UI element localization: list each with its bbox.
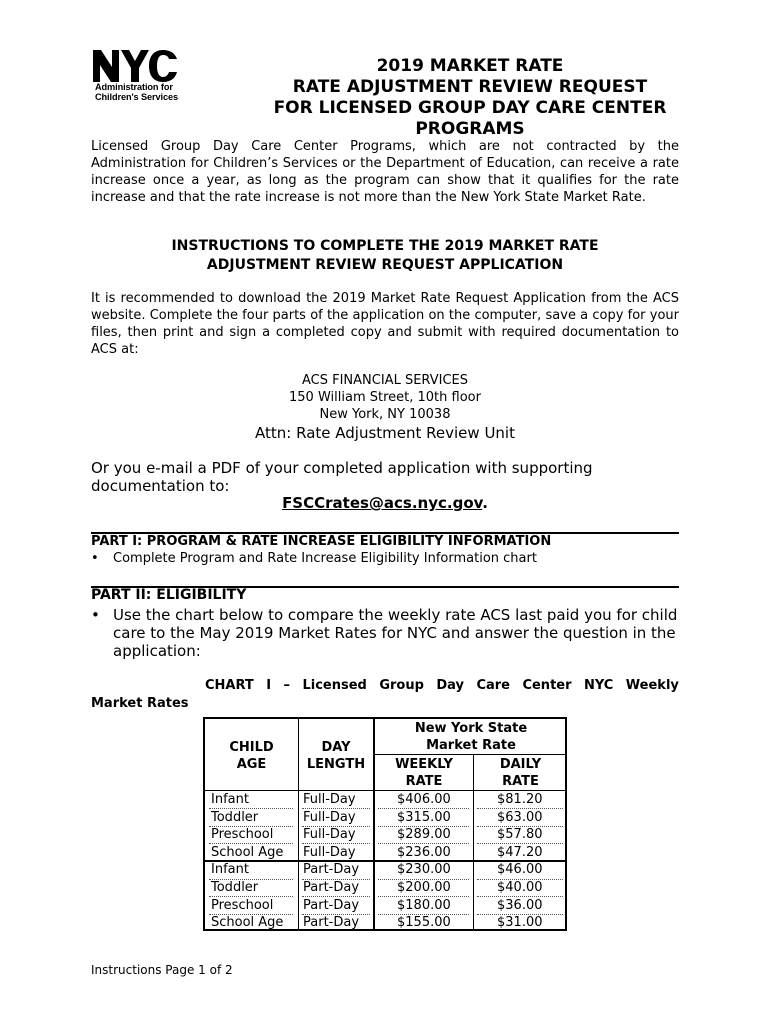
part2-heading: PART II: ELIGIBILITY [91,587,247,603]
cell-day-length: Part-Day [303,880,360,895]
cell-weekly-rate: $236.00 [397,844,451,860]
bullet-text: Complete Program and Rate Increase Eligibility Information chart [113,551,537,566]
cell-child-age: Infant [211,862,249,878]
chart-title-line2: Market Rates [91,696,189,711]
cell-day-length: Part-Day [303,897,360,913]
address-line: 150 William Street, 10th floor [289,390,481,405]
cell-weekly-rate: $180.00 [397,897,451,913]
title-line: 2019 MARKET RATE [376,56,564,76]
chart-title-word: I [266,678,272,693]
cell-weekly-rate: $315.00 [397,809,451,825]
bullet-text: Use the chart below to compare the weekly rate ACS last paid you for child care to the May 2019 Market Rates for NYC and answer the question in the application: [113,606,678,660]
cell-child-age: Toddler [211,880,259,895]
cell-daily-rate: $31.00 [497,915,543,931]
cell-weekly-rate: $406.00 [397,792,451,807]
cell-child-age: School Age [211,915,284,931]
market-rates-table [203,717,567,931]
chart-title-word: Weekly [625,678,679,693]
cell-child-age: Infant [211,792,249,807]
cell-child-age: Toddler [211,809,259,825]
cell-daily-rate: $46.00 [497,862,543,878]
email-line [91,494,679,512]
address-line: ACS FINANCIAL SERVICES [301,373,469,388]
cell-weekly-rate: $200.00 [397,880,451,895]
nyc-logo-mark [93,50,177,84]
chart-title-line1 [91,677,679,695]
title-line: FOR LICENSED GROUP DAY CARE CENTER [273,98,667,118]
page-footer: Instructions Page 1 of 2 [91,963,233,977]
cell-child-age: Preschool [211,827,274,843]
mailing-address [91,372,679,443]
cell-daily-rate: $40.00 [497,880,543,895]
header-daily-rate: DAILY RATE [499,757,542,789]
cell-day-length: Full-Day [303,792,356,807]
header-child-age: CHILD AGE [229,740,274,772]
cell-child-age: Preschool [211,897,274,913]
recommend-paragraph: It is recommended to download the 2019 Market Rate Request Application from the ACS website. Complete the four parts of the application on the computer, save a copy for your files, then print and sign a completed copy and submit with required documentation to ACS at: [91,291,679,357]
email-link[interactable]: FSCCrates@acs.nyc.gov [282,494,483,512]
cell-day-length: Full-Day [303,809,356,825]
cell-daily-rate: $63.00 [497,809,543,825]
title-line: RATE ADJUSTMENT REVIEW REQUEST [292,77,648,97]
address-attn: Attn: Rate Adjustment Review Unit [255,424,515,442]
chart-title-word: NYC [583,678,614,693]
cell-day-length: Part-Day [303,862,360,878]
intro-paragraph: Licensed Group Day Care Center Programs, which are not contracted by the Administration for Children’s Services or the Department of Education, can receive a rate increase once a year, as long as the program can show that it qualifies for the rate increase and that the rate increase is not more than the New York State Market Rate. [91,139,679,205]
title-line: PROGRAMS [415,119,525,139]
header-day-length: DAY LENGTH [306,740,366,772]
chart-title-word: Licensed [302,678,367,693]
cell-weekly-rate: $289.00 [397,827,451,843]
email-instructions: Or you e-mail a PDF of your completed application with supporting documentation to: [91,459,593,495]
cell-day-length: Full-Day [303,844,356,860]
chart-title-word: Group [379,678,424,693]
cell-daily-rate: $36.00 [497,897,543,913]
chart-title-word: Day [436,678,464,693]
chart-title [91,677,679,713]
document-title [240,56,700,139]
cell-daily-rate: $47.20 [497,844,543,860]
cell-child-age: School Age [211,844,284,860]
cell-weekly-rate: $155.00 [397,915,451,931]
chart-title-word: CHART [205,678,254,693]
cell-day-length: Full-Day [303,827,356,843]
cell-daily-rate: $57.80 [497,827,543,843]
address-line: New York, NY 10038 [319,407,451,422]
nyc-acs-logo [93,50,185,106]
cell-day-length: Part-Day [303,915,360,931]
chart-title-word: Care [476,678,510,693]
email-trailing-period: . [482,494,488,512]
header-weekly-rate: WEEKLY RATE [395,757,453,789]
chart-title-word: – [283,678,291,693]
part1-heading: PART I: PROGRAM & RATE INCREASE ELIGIBILITY INFORMATION [91,534,552,549]
header-market-rate-group: New York State Market Rate [414,721,528,753]
instructions-heading: INSTRUCTIONS TO COMPLETE THE 2019 MARKET RATE ADJUSTMENT REVIEW REQUEST APPLICATION [171,238,599,273]
cell-weekly-rate: $230.00 [397,862,451,878]
header-divider [373,754,565,755]
logo-org-name: Administration for Children's Services [95,82,179,102]
cell-daily-rate: $81.20 [497,792,543,807]
bullet-icon: • [91,606,100,624]
chart-title-word: Center [522,678,572,693]
bullet-icon: • [91,551,99,566]
